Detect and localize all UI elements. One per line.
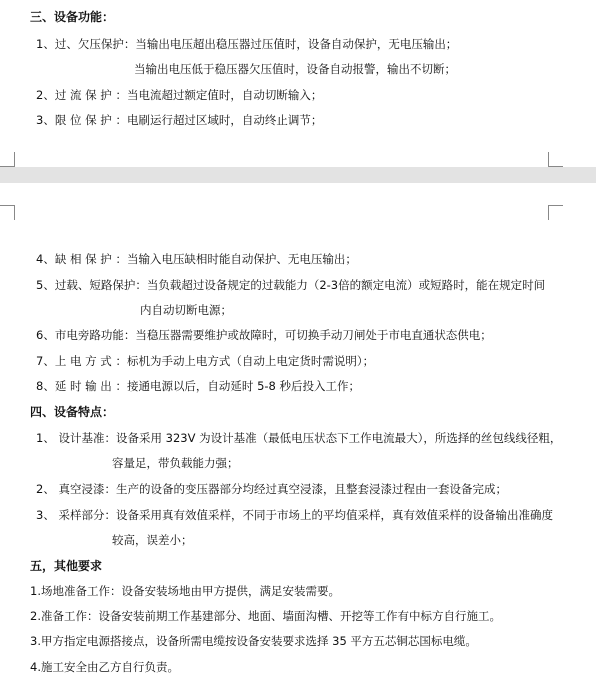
paragraph-line: 较高，误差小； xyxy=(112,533,193,547)
paragraph-line: 当输出电压低于稳压器欠压值时，设备自动报警，输出不切断； xyxy=(134,62,456,76)
paragraph-line: 4、缺 相 保 护 ：当输入电压缺相时能自动保护、无电压输出； xyxy=(36,252,357,266)
paragraph-line: 3、限 位 保 护 ：电刷运行超过区域时，自动终止调节； xyxy=(36,113,323,127)
crop-mark xyxy=(548,152,563,167)
paragraph-line: 5、过载、短路保护：当负载超过设备规定的过载能力（2-3倍的额定电流）或短路时，能在规定时间 xyxy=(36,278,546,292)
paragraph-line: 7、上 电 方 式 ：标机为手动上电方式（自动上电定货时需说明）； xyxy=(36,354,375,368)
paragraph-line: 1.场地准备工作：设备安装场地由甲方提供，满足安装需要。 xyxy=(30,584,340,598)
section-heading: 五，其他要求 xyxy=(30,559,103,573)
paragraph-line: 内自动切断电源； xyxy=(140,303,232,317)
paragraph-line: 2、 真空浸漆：生产的设备的变压器部分均经过真空浸漆，且整套浸漆过程由一套设备完成； xyxy=(36,482,507,496)
paragraph-line: 8、延 时 输 出 ：接通电源以后，自动延时 5-8 秒后投入工作； xyxy=(36,379,361,393)
paragraph-line: 2、过 流 保 护 ：当电流超过额定值时，自动切断输入； xyxy=(36,88,323,102)
crop-mark xyxy=(0,205,15,220)
paragraph-line: 4.施工安全由乙方自行负责。 xyxy=(30,660,179,674)
paragraph-line: 1、过、欠压保护：当输出电压超出稳压器过压值时，设备自动保护，无电压输出； xyxy=(36,37,458,51)
paragraph-line: 3.甲方指定电源搭接点，设备所需电缆按设备安装要求选择 35 平方五芯铜芯国标电缆。 xyxy=(30,634,477,648)
paragraph-line: 3、 采样部分：设备采用真有效值采样，不同于市场上的平均值采样，真有效值采样的设备输出准确度 xyxy=(36,508,553,522)
section-heading: 三、设备功能： xyxy=(30,10,115,24)
crop-mark xyxy=(0,152,15,167)
paragraph-line: 6、市电旁路功能：当稳压器需要维护或故障时，可切换手动刀闸处于市电直通状态供电； xyxy=(36,328,492,342)
crop-mark xyxy=(548,205,563,220)
page-break-gap xyxy=(0,167,596,183)
paragraph-line: 2.准备工作：设备安装前期工作基建部分、地面、墙面沟槽、开挖等工作有中标方自行施工。 xyxy=(30,609,501,623)
section-heading: 四、设备特点： xyxy=(30,405,115,419)
paragraph-line: 1、 设计基准：设备采用 323V 为设计基准（最低电压状态下工作电流最大），所选择的丝包线线径粗， xyxy=(36,431,562,445)
paragraph-line: 容量足，带负载能力强； xyxy=(112,456,239,470)
